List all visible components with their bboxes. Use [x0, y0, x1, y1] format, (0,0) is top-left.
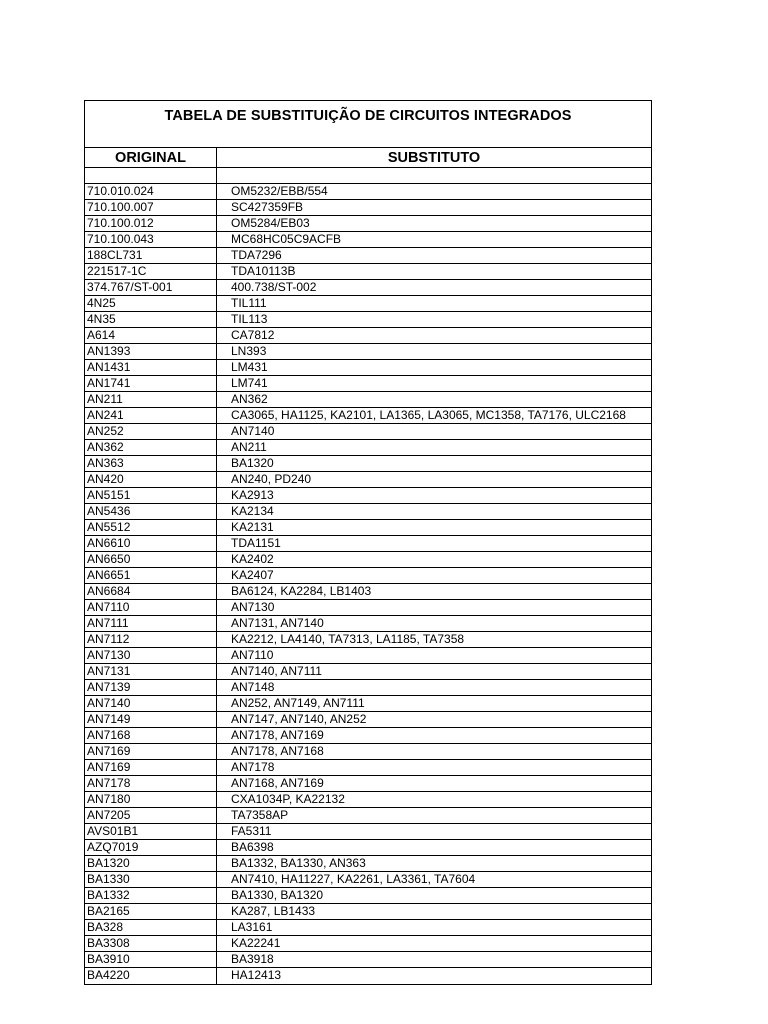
cell-substitute: AN7178 — [231, 760, 275, 774]
cell-substitute: BA1330, BA1320 — [231, 888, 324, 902]
table-row — [85, 648, 651, 664]
cell-original: AN1741 — [85, 376, 217, 391]
table-row — [85, 184, 651, 200]
cell-original: 710.100.012 — [85, 216, 217, 231]
cell-substitute: TDA10113B — [231, 264, 296, 278]
table-row — [85, 392, 651, 408]
cell-substitute: AN7178, AN7169 — [231, 728, 324, 742]
cell-substitute: LN393 — [231, 344, 267, 358]
cell-original: AN6684 — [85, 584, 217, 599]
cell-original: 4N25 — [85, 296, 217, 311]
table-row — [85, 680, 651, 696]
table-row — [85, 776, 651, 792]
cell-substitute: AN252, AN7149, AN7111 — [231, 696, 365, 710]
cell-original: AN7110 — [85, 600, 217, 615]
table-row — [85, 232, 651, 248]
table-row — [85, 888, 651, 904]
cell-substitute: LM741 — [231, 376, 268, 390]
cell-original: AN7140 — [85, 696, 217, 711]
cell-original: AN7130 — [85, 648, 217, 663]
cell-original: AN7205 — [85, 808, 217, 823]
column-header-original: ORIGINAL — [85, 148, 217, 167]
cell-substitute: CXA1034P, KA22132 — [231, 792, 345, 806]
cell-substitute: TDA7296 — [231, 248, 282, 262]
table-row — [85, 664, 651, 680]
cell-original: AN6650 — [85, 552, 217, 567]
table-row — [85, 312, 651, 328]
cell-substitute: AN7130 — [231, 600, 275, 614]
cell-substitute: AN240, PD240 — [231, 472, 312, 486]
spacer-cell-substitute — [217, 168, 651, 183]
cell-original: 4N35 — [85, 312, 217, 327]
cell-substitute: CA7812 — [231, 328, 275, 342]
cell-original: AN7149 — [85, 712, 217, 727]
cell-substitute: AN7168, AN7169 — [231, 776, 324, 790]
cell-substitute: TIL113 — [231, 312, 268, 326]
table-row — [85, 696, 651, 712]
cell-substitute: KA2913 — [231, 488, 274, 502]
cell-original: AN211 — [85, 392, 217, 407]
cell-substitute: LA3161 — [231, 920, 273, 934]
table-spacer-row — [85, 168, 651, 184]
cell-substitute: AN7410, HA11227, KA2261, LA3361, TA7604 — [231, 872, 476, 886]
cell-original: 374.767/ST-001 — [85, 280, 217, 295]
table-row — [85, 632, 651, 648]
table-row — [85, 792, 651, 808]
cell-original: AN7180 — [85, 792, 217, 807]
table-row — [85, 904, 651, 920]
cell-original: BA2165 — [85, 904, 217, 919]
table-row — [85, 456, 651, 472]
table-row — [85, 504, 651, 520]
cell-substitute: BA1332, BA1330, AN363 — [231, 856, 366, 870]
column-header-substitute: SUBSTITUTO — [387, 149, 481, 166]
cell-original: AZQ7019 — [85, 840, 217, 855]
cell-original: AN5436 — [85, 504, 217, 519]
table-row — [85, 376, 651, 392]
table-row — [85, 536, 651, 552]
table-row — [85, 328, 651, 344]
table-row — [85, 408, 651, 424]
cell-substitute: CA3065, HA1125, KA2101, LA1365, LA3065, MC1358, TA7176, ULC2168 — [231, 408, 626, 422]
table-row — [85, 856, 651, 872]
spacer-cell-original — [85, 168, 217, 183]
cell-original: AN5151 — [85, 488, 217, 503]
cell-original: 710.010.024 — [85, 184, 217, 199]
cell-substitute: AN7110 — [231, 648, 274, 662]
cell-original: 710.100.007 — [85, 200, 217, 215]
table-row — [85, 296, 651, 312]
cell-original: AN7131 — [85, 664, 217, 679]
table-row — [85, 344, 651, 360]
cell-original: BA3910 — [85, 952, 217, 967]
table-row — [85, 488, 651, 504]
cell-substitute: KA2131 — [231, 520, 274, 534]
cell-original: AN7168 — [85, 728, 217, 743]
table-row — [85, 264, 651, 280]
cell-original: AN7111 — [85, 616, 217, 631]
table-row — [85, 840, 651, 856]
table-row — [85, 360, 651, 376]
cell-substitute: TDA1151 — [231, 536, 281, 550]
cell-substitute: KA2212, LA4140, TA7313, LA1185, TA7358 — [231, 632, 465, 646]
table-row — [85, 248, 651, 264]
cell-original: BA1320 — [85, 856, 217, 871]
cell-original: AN362 — [85, 440, 217, 455]
cell-substitute: AN7147, AN7140, AN252 — [231, 712, 367, 726]
table-row — [85, 520, 651, 536]
substitution-table — [84, 100, 652, 985]
cell-original: A614 — [85, 328, 217, 343]
cell-original: AVS01B1 — [85, 824, 217, 839]
cell-substitute: OM5284/EB03 — [231, 216, 310, 230]
cell-substitute: TIL111 — [231, 296, 267, 310]
cell-original: 188CL731 — [85, 248, 217, 263]
cell-substitute: BA1320 — [231, 456, 274, 470]
table-row — [85, 200, 651, 216]
cell-original: AN6610 — [85, 536, 217, 551]
cell-substitute: AN7178, AN7168 — [231, 744, 324, 758]
cell-substitute: KA287, LB1433 — [231, 904, 316, 918]
table-row — [85, 952, 651, 968]
cell-original: BA328 — [85, 920, 217, 935]
cell-original: AN7112 — [85, 632, 217, 647]
cell-substitute: FA5311 — [231, 824, 272, 838]
cell-original: AN5512 — [85, 520, 217, 535]
cell-substitute: KA2407 — [231, 568, 274, 582]
cell-substitute: AN7140 — [231, 424, 275, 438]
cell-substitute: AN362 — [231, 392, 268, 406]
cell-substitute: LM431 — [231, 360, 268, 374]
table-title: TABELA DE SUBSTITUIÇÃO DE CIRCUITOS INTEGRADOS — [164, 108, 572, 124]
cell-substitute: KA2402 — [231, 552, 274, 566]
table-row — [85, 808, 651, 824]
cell-original: BA1330 — [85, 872, 217, 887]
cell-original: AN7169 — [85, 744, 217, 759]
cell-substitute: SC427359FB — [231, 200, 304, 214]
cell-substitute: AN211 — [231, 440, 267, 454]
table-row — [85, 920, 651, 936]
cell-original: AN420 — [85, 472, 217, 487]
table-row — [85, 824, 651, 840]
cell-substitute: HA12413 — [231, 968, 282, 982]
table-row — [85, 712, 651, 728]
cell-original: AN7178 — [85, 776, 217, 791]
cell-substitute: BA6398 — [231, 840, 274, 854]
table-row — [85, 424, 651, 440]
cell-original: BA4220 — [85, 968, 217, 984]
cell-original: BA3308 — [85, 936, 217, 951]
cell-original: AN7139 — [85, 680, 217, 695]
cell-substitute: OM5232/EBB/554 — [231, 184, 328, 198]
table-row — [85, 440, 651, 456]
cell-original: 221517-1C — [85, 264, 217, 279]
table-row — [85, 968, 651, 984]
table-row — [85, 728, 651, 744]
table-body — [85, 184, 651, 984]
table-row — [85, 872, 651, 888]
table-row — [85, 552, 651, 568]
cell-substitute: KA2134 — [231, 504, 274, 518]
cell-original: AN1393 — [85, 344, 217, 359]
cell-original: AN1431 — [85, 360, 217, 375]
table-row — [85, 936, 651, 952]
table-row — [85, 744, 651, 760]
table-row — [85, 568, 651, 584]
cell-original: AN241 — [85, 408, 217, 423]
cell-original: AN6651 — [85, 568, 217, 583]
cell-substitute: 400.738/ST-002 — [231, 280, 317, 294]
cell-substitute: AN7140, AN7111 — [231, 664, 322, 678]
cell-original: BA1332 — [85, 888, 217, 903]
table-row — [85, 584, 651, 600]
cell-substitute: BA6124, KA2284, LB1403 — [231, 584, 372, 598]
table-row — [85, 760, 651, 776]
table-row — [85, 216, 651, 232]
cell-substitute: AN7131, AN7140 — [231, 616, 324, 630]
cell-substitute: KA22241 — [231, 936, 281, 950]
cell-original: AN363 — [85, 456, 217, 471]
cell-substitute: AN7148 — [231, 680, 275, 694]
table-row — [85, 472, 651, 488]
cell-substitute: MC68HC05C9ACFB — [231, 232, 342, 246]
cell-substitute: BA3918 — [231, 952, 274, 966]
table-title-row — [85, 101, 651, 148]
cell-original: AN7169 — [85, 760, 217, 775]
table-row — [85, 616, 651, 632]
cell-substitute: TA7358AP — [231, 808, 289, 822]
cell-original: 710.100.043 — [85, 232, 217, 247]
cell-original: AN252 — [85, 424, 217, 439]
table-row — [85, 600, 651, 616]
table-header-row — [85, 148, 651, 168]
table-row — [85, 280, 651, 296]
